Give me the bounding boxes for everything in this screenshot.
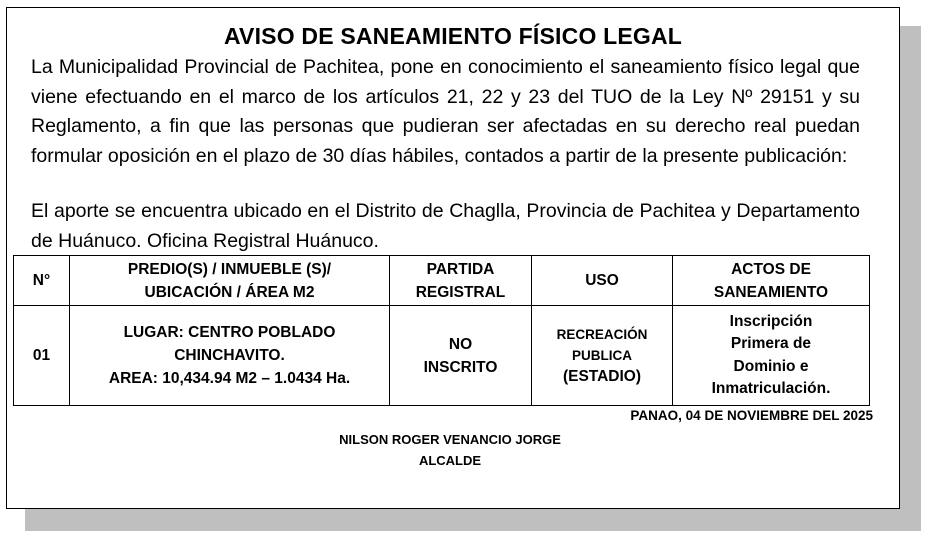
date-line: PANAO, 04 DE NOVIEMBRE DEL 2025 — [630, 408, 873, 423]
row-actos-line4: Inmatriculación. — [711, 380, 831, 397]
header-actos-line2: SANEAMIENTO — [713, 283, 829, 301]
row-predio-line3: AREA: 10,434.94 M2 – 1.0434 Ha. — [108, 370, 351, 387]
row-partida — [390, 306, 532, 406]
row-uso — [532, 306, 673, 406]
notice-box — [6, 7, 900, 509]
row-actos-line1: Inscripción — [729, 312, 813, 330]
row-uso-line2: PUBLICA — [572, 348, 632, 363]
notice-paragraph-2: El aporte se encuentra ubicado en el Distrito de Chaglla, Provincia de Pachitea y Departamento de Huánuco. Oficina Registral Huánuco. — [31, 200, 860, 252]
header-partida — [390, 256, 532, 306]
row-uso-line1: RECREACIÓN — [556, 327, 648, 342]
row-partida-line2: INSCRITO — [423, 358, 498, 376]
sanitation-table — [13, 255, 870, 406]
header-actos — [673, 256, 870, 306]
notice-title: AVISO DE SANEAMIENTO FÍSICO LEGAL — [223, 23, 683, 49]
row-actos-line2: Primera de — [730, 335, 812, 352]
header-uso: USO — [532, 256, 673, 306]
header-partida-line2: REGISTRAL — [415, 283, 506, 301]
notice-paragraph-1: La Municipalidad Provincial de Pachitea, pone en conocimiento el saneamiento físico legal que viene efectuando en el marco de los artículos 21, 22 y 23 del TUO de la Ley Nº 29151 y su Reglamento, a fin que las personas que pudieran ser afectadas en su derecho real puedan formular oposición en el plazo de 30 días hábiles, contados a partir de la presente publicación: — [31, 56, 860, 167]
signatory-name: NILSON ROGER VENANCIO JORGE — [339, 432, 561, 447]
header-predio-line1: PREDIO(S) / INMUEBLE (S)/ — [127, 260, 332, 278]
table-row — [14, 306, 870, 406]
header-partida-line1: PARTIDA — [426, 260, 495, 278]
header-number: N° — [14, 256, 70, 306]
row-predio-line2: CHINCHAVITO. — [174, 347, 285, 364]
row-number: 01 — [14, 306, 70, 406]
header-predio — [70, 256, 390, 306]
row-predio — [70, 306, 390, 406]
header-actos-line1: ACTOS DE — [731, 260, 811, 278]
row-actos-line3: Dominio e — [733, 357, 809, 375]
header-predio-line2: UBICACIÓN / ÁREA M2 — [144, 283, 315, 301]
row-uso-line3: (ESTADIO) — [562, 368, 642, 385]
table-header-row — [14, 256, 870, 306]
signatory-role: ALCALDE — [418, 453, 482, 468]
row-actos — [673, 306, 870, 406]
row-predio-line1: LUGAR: CENTRO POBLADO — [123, 324, 336, 341]
row-partida-line1: NO — [448, 335, 473, 353]
